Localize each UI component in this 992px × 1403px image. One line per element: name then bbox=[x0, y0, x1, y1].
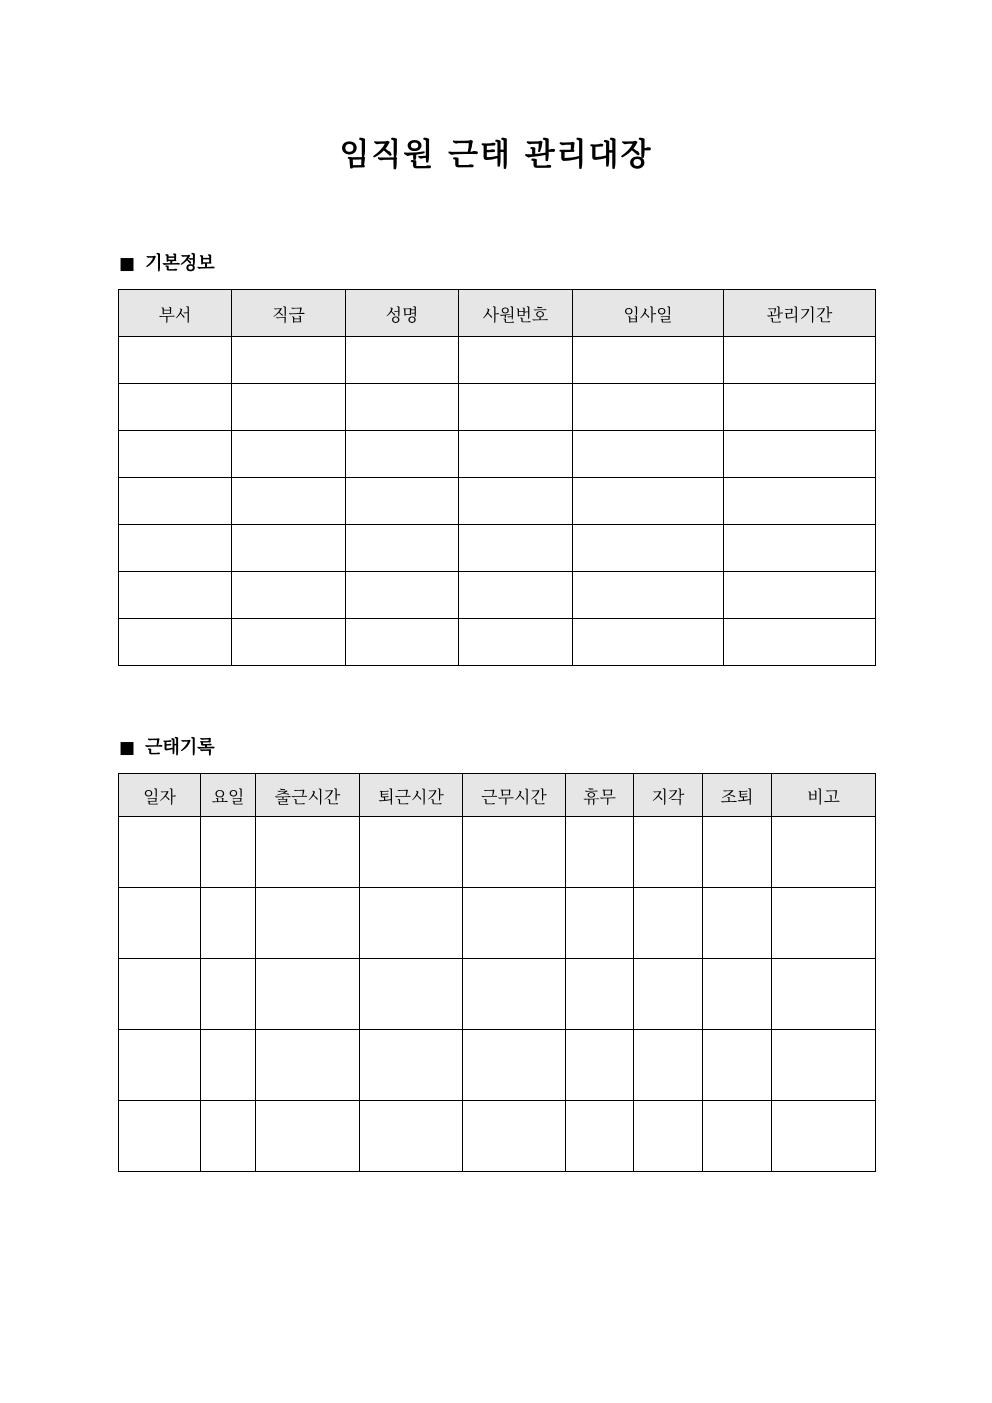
column-header-weekday: 요일 bbox=[201, 774, 256, 817]
table-cell[interactable] bbox=[256, 1030, 360, 1101]
table-cell[interactable] bbox=[772, 1101, 876, 1172]
table-cell[interactable] bbox=[232, 619, 346, 666]
basic-info-table bbox=[118, 289, 876, 666]
table-row bbox=[119, 384, 876, 431]
column-header-name: 성명 bbox=[346, 290, 459, 337]
table-cell[interactable] bbox=[201, 817, 256, 888]
column-header-hire-date: 입사일 bbox=[573, 290, 724, 337]
column-header-date: 일자 bbox=[119, 774, 201, 817]
table-cell[interactable] bbox=[724, 478, 876, 525]
table-cell[interactable] bbox=[119, 1101, 201, 1172]
table-cell[interactable] bbox=[119, 478, 232, 525]
table-cell[interactable] bbox=[566, 959, 634, 1030]
table-cell[interactable] bbox=[346, 337, 459, 384]
table-cell[interactable] bbox=[256, 817, 360, 888]
table-row bbox=[119, 959, 876, 1030]
table-cell[interactable] bbox=[119, 1030, 201, 1101]
table-row bbox=[119, 1030, 876, 1101]
table-cell[interactable] bbox=[573, 619, 724, 666]
table-cell[interactable] bbox=[346, 431, 459, 478]
table-cell[interactable] bbox=[201, 959, 256, 1030]
table-cell[interactable] bbox=[463, 817, 566, 888]
table-cell[interactable] bbox=[463, 1101, 566, 1172]
table-cell[interactable] bbox=[573, 431, 724, 478]
table-cell[interactable] bbox=[119, 619, 232, 666]
section-heading-basic-info bbox=[119, 252, 215, 276]
table-row bbox=[119, 525, 876, 572]
table-cell[interactable] bbox=[703, 888, 772, 959]
table-cell[interactable] bbox=[346, 619, 459, 666]
table-cell[interactable] bbox=[772, 888, 876, 959]
table-cell[interactable] bbox=[573, 572, 724, 619]
table-cell[interactable] bbox=[256, 888, 360, 959]
attendance-table-body bbox=[119, 817, 876, 1172]
column-header-late: 지각 bbox=[634, 774, 703, 817]
table-row bbox=[119, 572, 876, 619]
table-cell[interactable] bbox=[232, 431, 346, 478]
table-cell[interactable] bbox=[360, 817, 463, 888]
table-cell[interactable] bbox=[360, 888, 463, 959]
table-cell[interactable] bbox=[119, 959, 201, 1030]
section-heading-label: 근태기록 bbox=[145, 737, 215, 758]
table-header-row bbox=[119, 774, 876, 817]
table-cell[interactable] bbox=[459, 572, 573, 619]
table-cell[interactable] bbox=[566, 1030, 634, 1101]
table-cell[interactable] bbox=[634, 1030, 703, 1101]
column-header-remarks: 비고 bbox=[772, 774, 876, 817]
section-heading-label: 기본정보 bbox=[145, 253, 215, 274]
table-cell[interactable] bbox=[119, 572, 232, 619]
basic-info-table-body bbox=[119, 337, 876, 666]
table-cell[interactable] bbox=[573, 478, 724, 525]
table-cell[interactable] bbox=[346, 384, 459, 431]
table-cell[interactable] bbox=[201, 1101, 256, 1172]
table-row bbox=[119, 817, 876, 888]
table-cell[interactable] bbox=[256, 959, 360, 1030]
table-cell[interactable] bbox=[201, 888, 256, 959]
table-cell[interactable] bbox=[459, 384, 573, 431]
table-cell[interactable] bbox=[772, 817, 876, 888]
table-row bbox=[119, 337, 876, 384]
table-cell[interactable] bbox=[573, 525, 724, 572]
column-header-day-off: 휴무 bbox=[566, 774, 634, 817]
table-cell[interactable] bbox=[703, 817, 772, 888]
table-cell[interactable] bbox=[360, 1101, 463, 1172]
table-cell[interactable] bbox=[772, 959, 876, 1030]
table-cell[interactable] bbox=[573, 337, 724, 384]
table-cell[interactable] bbox=[346, 478, 459, 525]
table-cell[interactable] bbox=[119, 431, 232, 478]
table-cell[interactable] bbox=[256, 1101, 360, 1172]
table-cell[interactable] bbox=[703, 1030, 772, 1101]
table-cell[interactable] bbox=[360, 959, 463, 1030]
table-header-row bbox=[119, 290, 876, 337]
table-cell[interactable] bbox=[119, 337, 232, 384]
table-cell[interactable] bbox=[724, 384, 876, 431]
column-header-position: 직급 bbox=[232, 290, 346, 337]
table-cell[interactable] bbox=[463, 888, 566, 959]
table-cell[interactable] bbox=[119, 525, 232, 572]
column-header-employee-number: 사원번호 bbox=[459, 290, 573, 337]
column-header-clock-in: 출근시간 bbox=[256, 774, 360, 817]
column-header-early-leave: 조퇴 bbox=[703, 774, 772, 817]
table-cell[interactable] bbox=[566, 1101, 634, 1172]
table-cell[interactable] bbox=[232, 478, 346, 525]
table-cell[interactable] bbox=[463, 1030, 566, 1101]
table-cell[interactable] bbox=[634, 959, 703, 1030]
page-title: 임직원 근태 관리대장 bbox=[339, 137, 653, 173]
table-row bbox=[119, 478, 876, 525]
table-cell[interactable] bbox=[724, 525, 876, 572]
table-cell[interactable] bbox=[459, 337, 573, 384]
column-header-management-period: 관리기간 bbox=[724, 290, 876, 337]
table-cell[interactable] bbox=[634, 888, 703, 959]
table-cell[interactable] bbox=[346, 572, 459, 619]
table-cell[interactable] bbox=[566, 817, 634, 888]
table-cell[interactable] bbox=[232, 572, 346, 619]
table-cell[interactable] bbox=[459, 431, 573, 478]
table-row bbox=[119, 619, 876, 666]
table-cell[interactable] bbox=[634, 1101, 703, 1172]
table-cell[interactable] bbox=[119, 384, 232, 431]
section-heading-attendance bbox=[119, 736, 215, 760]
table-cell[interactable] bbox=[703, 959, 772, 1030]
table-row bbox=[119, 1101, 876, 1172]
table-cell[interactable] bbox=[346, 525, 459, 572]
table-cell[interactable] bbox=[119, 888, 201, 959]
column-header-clock-out: 퇴근시간 bbox=[360, 774, 463, 817]
square-bullet-icon: ■ bbox=[119, 254, 136, 274]
table-cell[interactable] bbox=[573, 384, 724, 431]
table-cell[interactable] bbox=[459, 525, 573, 572]
table-cell[interactable] bbox=[724, 337, 876, 384]
table-cell[interactable] bbox=[201, 1030, 256, 1101]
square-bullet-icon: ■ bbox=[119, 738, 136, 758]
column-header-work-hours: 근무시간 bbox=[463, 774, 566, 817]
table-cell[interactable] bbox=[703, 1101, 772, 1172]
table-cell[interactable] bbox=[232, 384, 346, 431]
table-cell[interactable] bbox=[724, 431, 876, 478]
table-cell[interactable] bbox=[360, 1030, 463, 1101]
table-cell[interactable] bbox=[634, 817, 703, 888]
table-cell[interactable] bbox=[566, 888, 634, 959]
attendance-table bbox=[118, 773, 876, 1172]
table-cell[interactable] bbox=[463, 959, 566, 1030]
column-header-department: 부서 bbox=[119, 290, 232, 337]
table-cell[interactable] bbox=[459, 619, 573, 666]
table-cell[interactable] bbox=[772, 1030, 876, 1101]
table-cell[interactable] bbox=[724, 619, 876, 666]
table-row bbox=[119, 888, 876, 959]
table-cell[interactable] bbox=[232, 525, 346, 572]
table-cell[interactable] bbox=[232, 337, 346, 384]
table-cell[interactable] bbox=[724, 572, 876, 619]
table-cell[interactable] bbox=[119, 817, 201, 888]
table-cell[interactable] bbox=[459, 478, 573, 525]
table-row bbox=[119, 431, 876, 478]
